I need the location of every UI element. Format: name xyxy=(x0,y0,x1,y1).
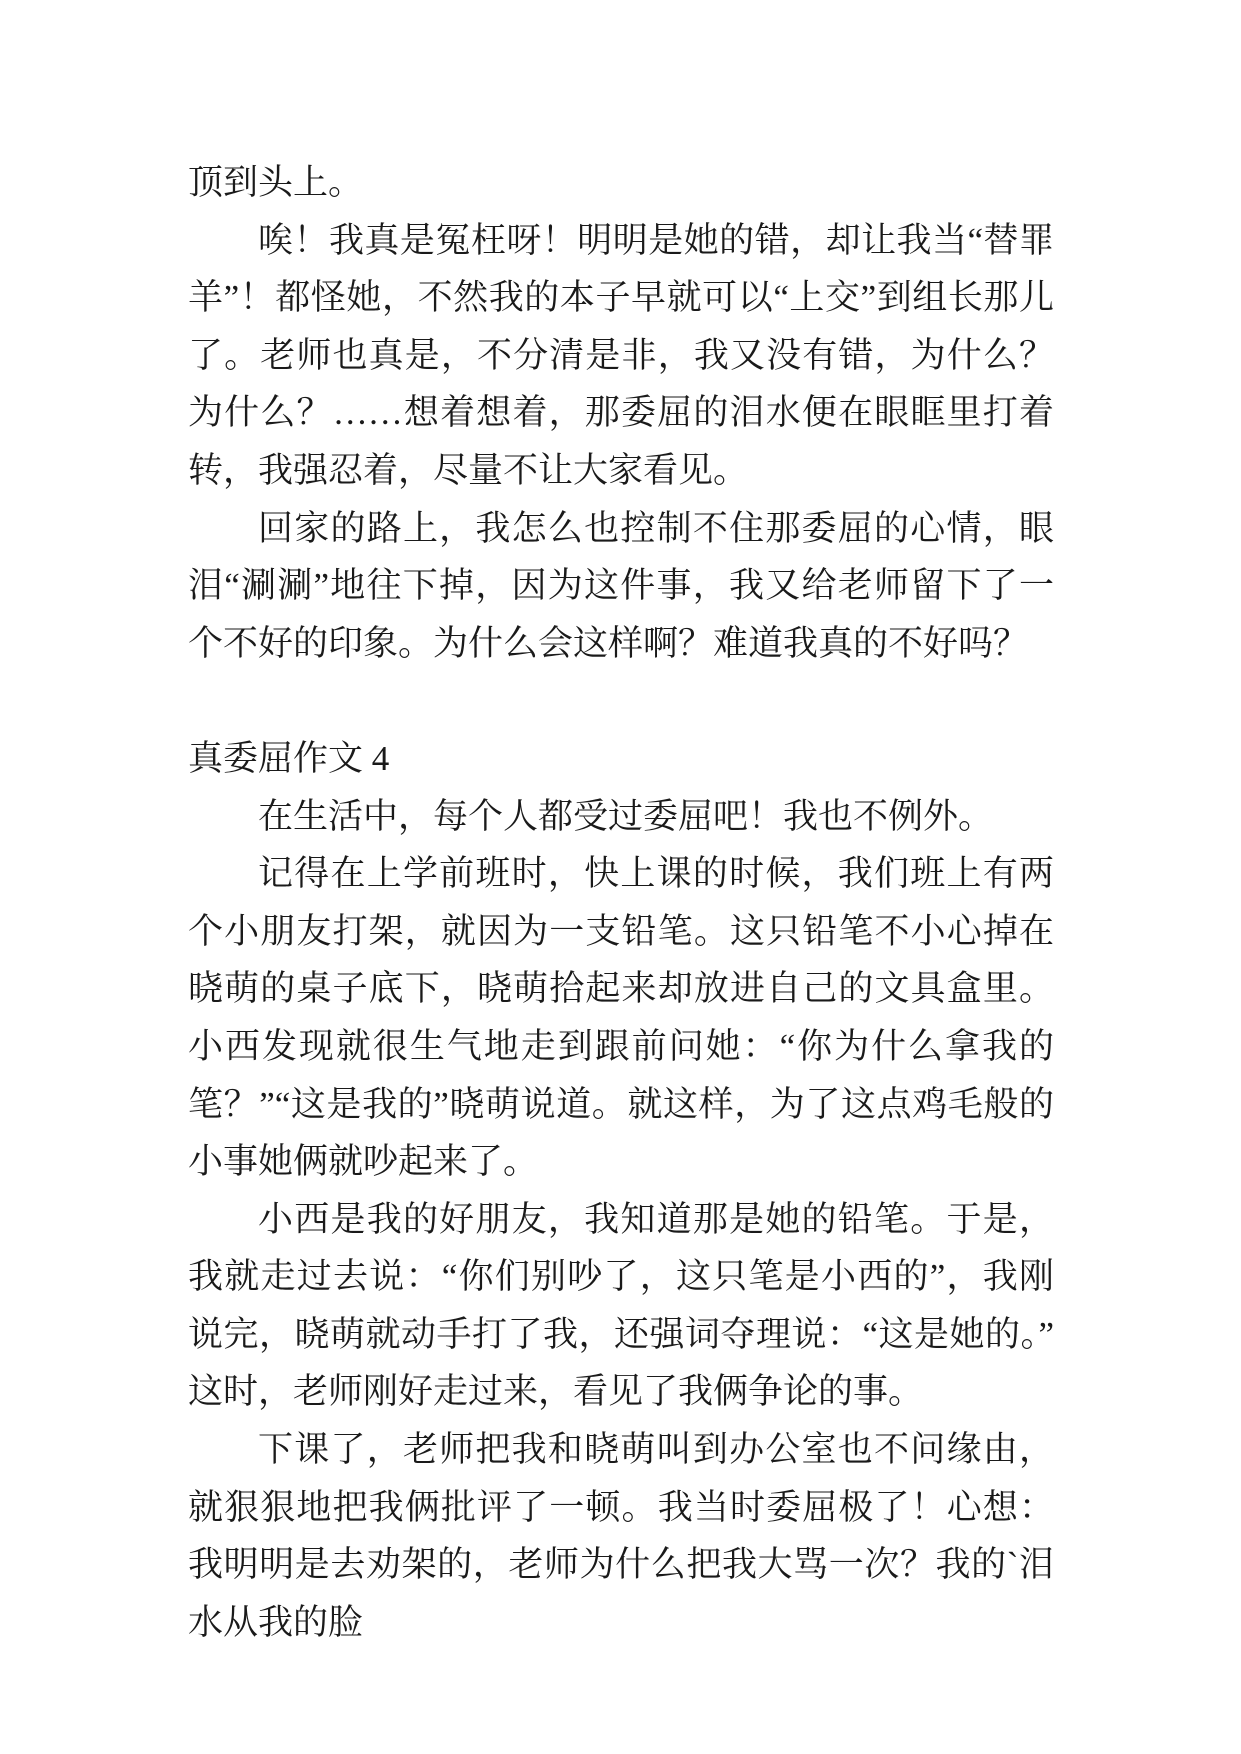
essay-paragraph: 顶到头上。 xyxy=(188,163,364,202)
essay-paragraph: 唉！我真是冤枉呀！明明是她的错，却让我当“替罪羊”！都怪她，不然我的本子早就可以“上交”到组长那儿了。老师也真是，不分清是非，我又没有错，为什么？为什么？……想着想着，那委屈的泪水便在眼眶里打着转，我强忍着，尽量不让大家看见。 xyxy=(188,220,1054,490)
essay-paragraph: 记得在上学前班时，快上课的时候，我们班上有两个小朋友打架，就因为一支铅笔。这只铅笔不小心掉在晓萌的桌子底下，晓萌拾起来却放进自己的文具盒里。小西发现就很生气地走到跟前问她：“你为什么拿我的笔？”“这是我的”晓萌说道。就这样，为了这点鸡毛般的小事她俩就吵起来了。 xyxy=(188,854,1054,1182)
essay-section-heading: 真委屈作文 4 xyxy=(188,738,390,778)
essay-paragraph: 下课了，老师把我和晓萌叫到办公室也不问缘由，就狠狠地把我俩批评了一顿。我当时委屈极了！心想：我明明是去劝架的，老师为什么把我大骂一次？我的`泪水从我的脸 xyxy=(188,1430,1054,1642)
essay-paragraph: 回家的路上，我怎么也控制不住那委屈的心情，眼泪“涮涮”地往下掉，因为这件事，我又给老师留下了一个不好的印象。为什么会这样啊？难道我真的不好吗？ xyxy=(188,508,1054,663)
essay-paragraph: 小西是我的好朋友，我知道那是她的铅笔。于是，我就走过去说：“你们别吵了，这只笔是小西的”，我刚说完，晓萌就动手打了我，还强词夺理说：“这是她的。”这时，老师刚好走过来，看见了我俩争论的事。 xyxy=(188,1199,1054,1412)
page-content xyxy=(188,154,1054,1651)
essay-paragraph: 在生活中，每个人都受过委屈吧！我也不例外。 xyxy=(258,796,994,836)
